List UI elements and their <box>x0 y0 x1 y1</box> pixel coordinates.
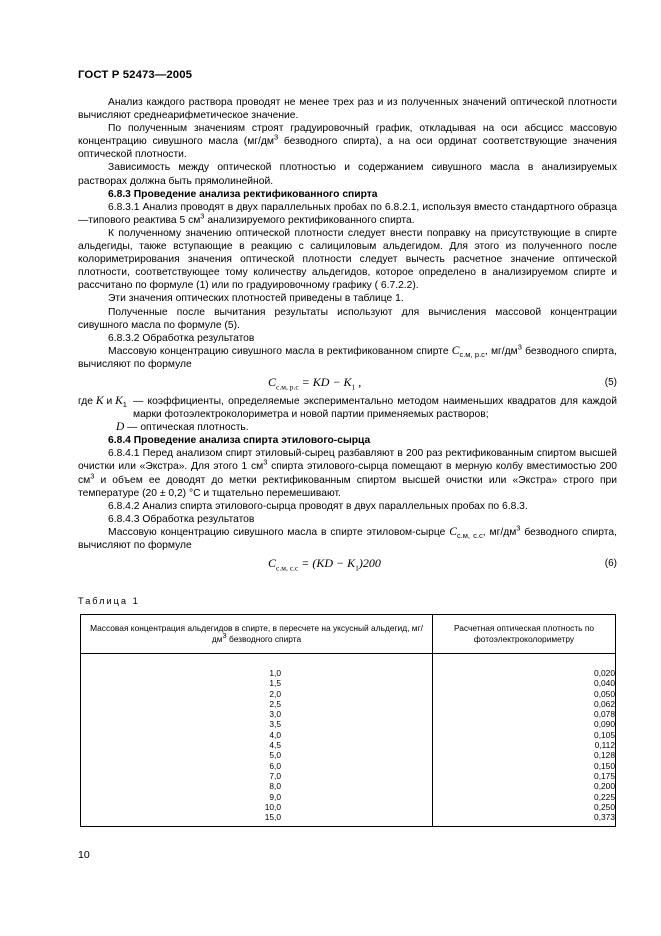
table-row <box>81 699 616 709</box>
paragraph: 6.8.3.1 Анализ проводят в двух параллельных пробах по 6.8.2.1, используя вместо стандартного образца —типового реактива 5 $см^3$ анализируемого ректификованного спирта. <box>78 201 617 226</box>
data-table <box>80 614 616 827</box>
page-number: 10 <box>78 849 90 861</box>
paragraph: 6.8.4.1 Перед анализом спирт этиловый-сырец разбавляют в 200 раз ректификованным спиртом высшей очистки или «Экстра». Для этого 1 $см^3$ спирта этилового-сырца помещают в мерную колбу вместимостью 200 $см^3$ и объем ее доводят до метки ректификованным спиртом высшей очистки или «Экстра» строго при температуре (20 ± 0,2) °С и тщательно перемешивают. <box>78 448 617 499</box>
paragraph: Полученные после вычитания результаты используют для вычисления массовой концентрации сивушного масла по формуле (5). <box>78 306 617 331</box>
table-cell-optical-density: 0,105 <box>433 730 616 740</box>
table-cell-concentration: 8,0 <box>81 781 433 791</box>
table-caption: Таблица 1 <box>78 596 140 606</box>
formula-legend-d: D — оптическая плотность. <box>116 421 249 434</box>
table-cell-optical-density: 0,373 <box>433 812 616 827</box>
table-cell-optical-density: 0,040 <box>433 678 616 688</box>
formula-6: $C_{с.м, с.с} = (KD - K_1)200$ (6) <box>268 556 617 573</box>
formula-number: (6) <box>604 558 617 570</box>
table-cell-optical-density: 0,150 <box>433 761 616 771</box>
table-cell-optical-density: 0,090 <box>433 719 616 729</box>
table-cell-optical-density: 0,062 <box>433 699 616 709</box>
table-row <box>81 719 616 729</box>
table-cell-optical-density: 0,200 <box>433 781 616 791</box>
table-cell-concentration: 1,5 <box>81 678 433 688</box>
paragraph: Анализ каждого раствора проводят не менее трех раз и из полученных значений оптической плотности вычисляют среднеарифметическое значение. <box>78 97 617 122</box>
table-cell-concentration: 1,0 <box>81 668 433 678</box>
table-cell-concentration: 6,0 <box>81 761 433 771</box>
table-cell-optical-density: 0,078 <box>433 709 616 719</box>
table-cell-optical-density: 0,128 <box>433 750 616 760</box>
table-cell-concentration: 2,0 <box>81 689 433 699</box>
paragraph: Эти значения оптических плотностей приведены в таблице 1. <box>108 293 404 305</box>
body-text <box>78 96 617 576</box>
table-row <box>81 689 616 699</box>
section-heading-6-8-4: 6.8.4 Проведение анализа спирта этилового-сырца <box>108 435 371 447</box>
table-cell-concentration: 4,0 <box>81 730 433 740</box>
table-cell-concentration: 15,0 <box>81 812 433 827</box>
table-header-optical-density: Расчетная оптическая плотность по фотоэлектроколориметру <box>433 615 616 654</box>
table-header-concentration: Массовая концентрация альдегидов в спирте, в пересчете на уксусный альдегид, $мг/дм^3$ безводного спирта <box>81 615 433 654</box>
section-heading-6-8-3: 6.8.3 Проведение анализа ректификованного спирта <box>108 188 378 200</box>
table-cell-optical-density: 0,225 <box>433 792 616 802</box>
paragraph: 6.8.4.2 Анализ спирта этилового-сырца проводят в двух параллельных пробах по 6.8.3. <box>108 500 528 512</box>
table-row <box>81 740 616 750</box>
table-cell-optical-density: 0,250 <box>433 802 616 812</box>
table-body <box>81 654 616 827</box>
table-cell-optical-density: 0,175 <box>433 771 616 781</box>
subsection-heading-6-8-3-2: 6.8.3.2 Обработка результатов <box>108 332 255 344</box>
formula-legend-k: где K и $K_1$ — коэффициенты, определяемые экспериментально методом наименьших квадратов для каждой марки фотоэлектроколориметра и новой партии применяемых растворов; <box>78 394 617 421</box>
formula-5: $C_{с.м, р.с}$ = KD − $K_1$ , (5) <box>268 374 617 392</box>
table-row <box>81 771 616 781</box>
table-row <box>81 812 616 827</box>
subsection-heading-6-8-4-3: 6.8.4.3 Обработка результатов <box>108 513 255 525</box>
table-row <box>81 730 616 740</box>
table-row <box>81 750 616 760</box>
table-cell-concentration: 9,0 <box>81 792 433 802</box>
table-cell-concentration: 4,5 <box>81 740 433 750</box>
table-cell-optical-density: 0,050 <box>433 689 616 699</box>
table-row <box>81 781 616 791</box>
table-row <box>81 802 616 812</box>
table-row <box>81 678 616 688</box>
document-header: ГОСТ Р 52473—2005 <box>78 69 193 81</box>
table-cell-concentration: 3,0 <box>81 709 433 719</box>
table-cell-concentration: 10,0 <box>81 802 433 812</box>
table-cell-optical-density: 0,020 <box>433 668 616 678</box>
table-cell-concentration: 2,5 <box>81 699 433 709</box>
table-cell-concentration: 5,0 <box>81 750 433 760</box>
table-cell-concentration: 3,5 <box>81 719 433 729</box>
paragraph: Массовую концентрацию сивушного масла в ректификованном спирте $C_{с.м, р.с}$, $мг/дм^3$ безводного спирта, вычисляют по формуле <box>78 342 617 370</box>
table-row <box>81 668 616 678</box>
paragraph: Массовую концентрацию сивушного масла в спирте этиловом-сырце $C_{с.м, с.с}$, $мг/дм^3$ безводного спирта, вычисляют по формуле <box>78 523 617 551</box>
table-row <box>81 792 616 802</box>
paragraph: Зависимость между оптической плотностью и содержанием сивушного масла в анализируемых растворах должна быть прямолинейной. <box>78 162 617 187</box>
formula-number: (5) <box>604 376 617 388</box>
table-row <box>81 709 616 719</box>
paragraph: К полученному значению оптической плотности следует внести поправку на присутствующие в спирте альдегиды, также вступающие в реакцию с салициловым альдегидом. Для этого из полученного после колориметрирования значения оптической плотности следует вычесть расчетное значение оптической плотности, соответствующее тому количеству альдегидов, которое определено в анализируемом спирте и рассчитано по формуле (1) или по градуировочному графику ( 6.7.2.2). <box>78 227 617 292</box>
table-cell-optical-density: 0,112 <box>433 740 616 750</box>
table-row <box>81 761 616 771</box>
table-cell-concentration: 7,0 <box>81 771 433 781</box>
paragraph: По полученным значениям строят градуировочный график, откладывая на оси абсцисс массовую концентрацию сивушного масла ($мг/дм^3$ безводного спирта), а на оси ординат соответствующие значения оптической плотности. <box>78 123 617 161</box>
